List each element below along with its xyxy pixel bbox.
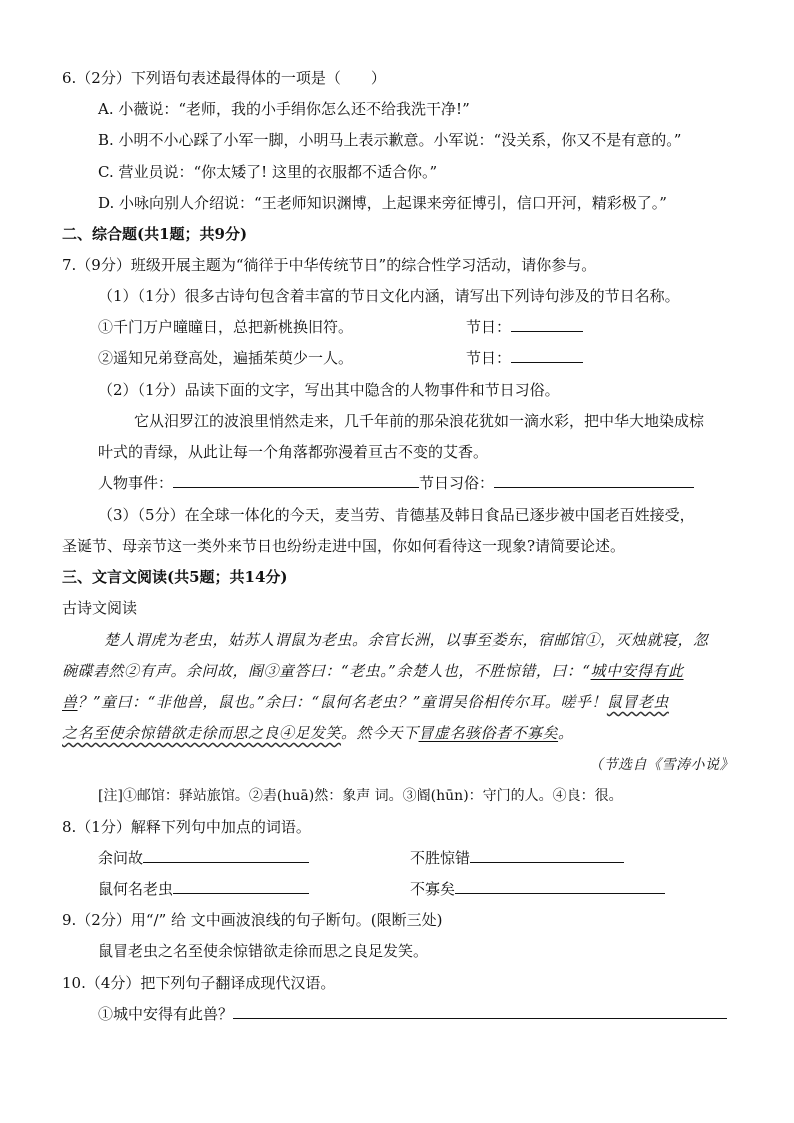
wavy-sentence: 鼠冒老虫 [606,693,669,711]
festival-label: 节日： [466,349,512,367]
q7-part1: （1）（1分）很多古诗句包含着丰富的节日文化内涵，请写出下列诗句涉及的节日名称。 [98,287,680,305]
annotation-note: [注]①邮馆：驿站旅馆。②砉(huā)然：象声 词。③阍(hūn)：守门的人。④良：很。 [98,788,623,804]
q7-part3-line2: 圣诞节、母亲节这一类外来节日也纷纷走进中国，你如何看待这一现象?请简要论述。 [62,537,626,555]
festival-answer-2 [466,348,583,368]
wavy-sentence: 之名至使余惊错欲走徐而思之良④足发笑 [62,724,342,742]
item-label: 不寡矣 [410,880,456,898]
text-segment: 。 [558,724,574,742]
text-segment: 。然今天下 [341,724,419,742]
q6-option-d: D. 小咏向别人介绍说：“王老师知识渊博，上起课来旁征博引，信口开河，精彩极了。” [98,194,667,212]
text-source: （节选自《雪涛小说》 [589,757,734,773]
classical-text-line-3 [62,692,669,712]
passage-line-1: 它从汨罗江的波浪里悄然走来，几千年前的那朵浪花犹如一滴水彩，把中华大地染成棕 [134,412,705,430]
q6-option-b: B. 小明不小心踩了小军一脚，小明马上表示歉意。小军说：“没关系，你又不是有意的。” [98,131,682,149]
item-label: 鼠何名老虫 [98,880,174,898]
section-3-subtitle: 古诗文阅读 [62,599,138,617]
poem-line-1: ①千门万户曈曈日，总把新桃换旧符。 [98,318,354,336]
q8-item-2 [410,848,624,868]
answer-blank[interactable] [511,348,583,363]
item-label: 不胜惊错 [410,849,471,867]
custom-label: 节日习俗： [419,474,495,492]
q7-part2: （2）（1分）品读下面的文字，写出其中隐含的人物事件和节日习俗。 [98,381,560,399]
q8-item-4 [410,879,665,899]
festival-answer-1 [466,317,583,337]
classical-text-line-4 [62,723,574,743]
item-label: ①城中安得有此兽？ [98,1005,234,1023]
section-2-title: 二、综合题(共1题；共9分) [62,225,248,243]
underlined-sentence: 兽 [62,693,78,711]
answer-blank[interactable] [494,473,694,488]
q9-stem: 9.（2分）用“/” 给 文中画波浪线的句子断句。(限断三处) [62,911,443,929]
answer-blank[interactable] [455,879,665,894]
passage-line-2: 叶式的青绿，从此让每一个角落都弥漫着亘古不变的艾香。 [98,443,489,461]
classical-text-line-2 [62,661,684,681]
poem-line-2: ②遥知兄弟登高处，遍插茱萸少一人。 [98,349,354,367]
q7-stem: 7.（9分）班级开展主题为“徜徉于中华传统节日”的综合性学习活动，请你参与。 [62,256,597,274]
answer-blank[interactable] [511,317,583,332]
answer-blank[interactable] [173,879,309,894]
q6-option-a: A. 小薇说：“老师，我的小手绢你怎么还不给我洗干净!” [98,100,470,118]
classical-text-line-1: 楚人谓虎为老虫，姑苏人谓鼠为老虫。余官长洲，以事至娄东，宿邮馆①，灭烛就寝，忽 [104,631,709,649]
answer-blank[interactable] [233,1004,727,1019]
q8-item-1 [98,848,309,868]
q10-item-1 [98,1004,727,1024]
event-label: 人物事件： [98,474,174,492]
q10-stem: 10.（4分）把下列句子翻译成现代汉语。 [62,974,336,992]
q8-stem: 8.（1分）解释下列句中加点的词语。 [62,818,311,836]
q6-option-c: C. 营业员说：“你太矮了! 这里的衣服都不适合你。” [98,163,438,181]
underlined-sentence: 城中安得有此 [590,662,684,680]
item-label: 余问故 [98,849,144,867]
answer-blank[interactable] [470,848,624,863]
section-3-title: 三、文言文阅读(共5题；共14分) [62,568,288,586]
text-segment: ？”童曰：“非他兽，鼠也。”余曰：“鼠何名老虫？”童谓吴俗相传尔耳。嗟乎！ [77,693,607,711]
q9-sentence: 鼠冒老虫之名至使余惊错欲走徐而思之良足发笑。 [98,942,429,960]
answer-blank[interactable] [143,848,309,863]
q8-item-3 [98,879,309,899]
text-segment: 碗碟砉然②有声。余问故，阍③童答曰：“老虫。”余楚人也，不胜惊错，曰：“ [62,662,591,680]
q7-part3-line1: （3）（5分）在全球一体化的今天，麦当劳、肯德基及韩日食品已逐步被中国老百姓接受， [98,506,695,524]
festival-label: 节日： [466,318,512,336]
underlined-sentence: 冒虚名骇俗者不寡矣 [418,724,559,742]
event-custom-row [98,473,694,493]
q6-stem: 6.（2分）下列语句表述最得体的一项是（ ） [62,69,386,87]
answer-blank[interactable] [173,473,419,488]
